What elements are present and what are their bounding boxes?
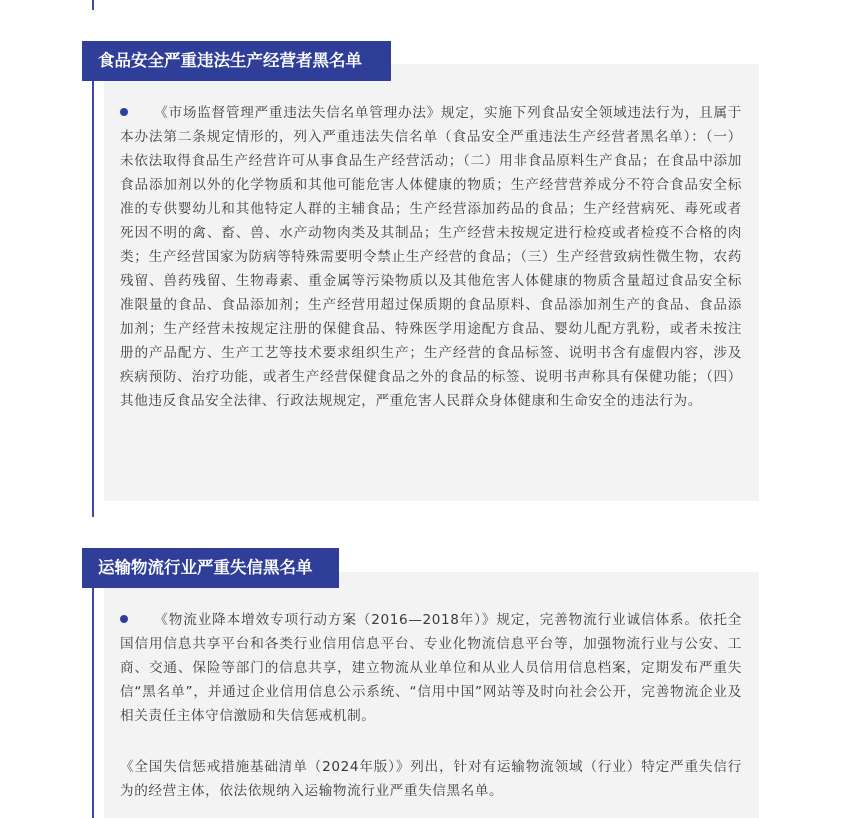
section-2-accent-line: [92, 570, 94, 818]
section-1-paragraph: [120, 101, 742, 413]
section-2-paragraph-2: [120, 755, 742, 803]
section-2-title: 运输物流行业严重失信黑名单: [82, 548, 339, 588]
bullet-icon: [120, 108, 128, 116]
section-1-accent-line: [92, 62, 94, 517]
bullet-icon: [120, 615, 128, 623]
section-2-paragraph-2-text: 《全国失信惩戒措施基础清单（2024年版）》列出，针对有运输物流领域（行业）特定严重失信行为的经营主体，依法依规纳入运输物流行业严重失信黑名单。: [120, 759, 742, 799]
section-2-paragraph-1: [120, 608, 742, 728]
section-2-paragraph-1-text: 《物流业降本增效专项行动方案（2016—2018年）》规定，完善物流行业诚信体系。依托全国信用信息共享平台和各类行业信用信息平台、专业化物流信息平台等，加强物流行业与公安、工商、交通、保险等部门的信息共享，建立物流从业单位和从业人员信用信息档案，定期发布严重失信“黑名单”，并通过企业信用信息公示系统、“信用中国”网站等及时向社会公开，完善物流企业及相关责任主体守信激励和失信惩戒机制。: [120, 612, 742, 724]
section-1-title: 食品安全严重违法生产经营者黑名单: [82, 41, 391, 81]
section-1-paragraph-text: 《市场监督管理严重违法失信名单管理办法》规定，实施下列食品安全领域违法行为，且属于本办法第二条规定情形的，列入严重违法失信名单（食品安全严重违法生产经营者黑名单）：（一）未依法取得食品生产经营许可从事食品生产经营活动；（二）用非食品原料生产食品；在食品中添加食品添加剂以外的化学物质和其他可能危害人体健康的物质；生产经营营养成分不符合食品安全标准的专供婴幼儿和其他特定人群的主辅食品；生产经营添加药品的食品；生产经营病死、毒死或者死因不明的禽、畜、兽、水产动物肉类及其制品；生产经营未按规定进行检疫或者检疫不合格的肉类；生产经营国家为防病等特殊需要明令禁止生产经营的食品；（三）生产经营致病性微生物，农药残留、兽药残留、生物毒素、重金属等污染物质以及其他危害人体健康的物质含量超过食品安全标准限量的食品、食品添加剂；生产经营用超过保质期的食品原料、食品添加剂生产的食品、食品添加剂；生产经营未按规定注册的保健食品、特殊医学用途配方食品、婴幼儿配方乳粉，或者未按注册的产品配方、生产工艺等技术要求组织生产；生产经营的食品标签、说明书含有虚假内容，涉及疾病预防、治疗功能，或者生产经营保健食品之外的食品的标签、说明书声称具有保健功能；（四）其他违反食品安全法律、行政法规规定，严重危害人民群众身体健康和生命安全的违法行为。: [120, 105, 742, 409]
decorative-top-line: [92, 0, 94, 10]
